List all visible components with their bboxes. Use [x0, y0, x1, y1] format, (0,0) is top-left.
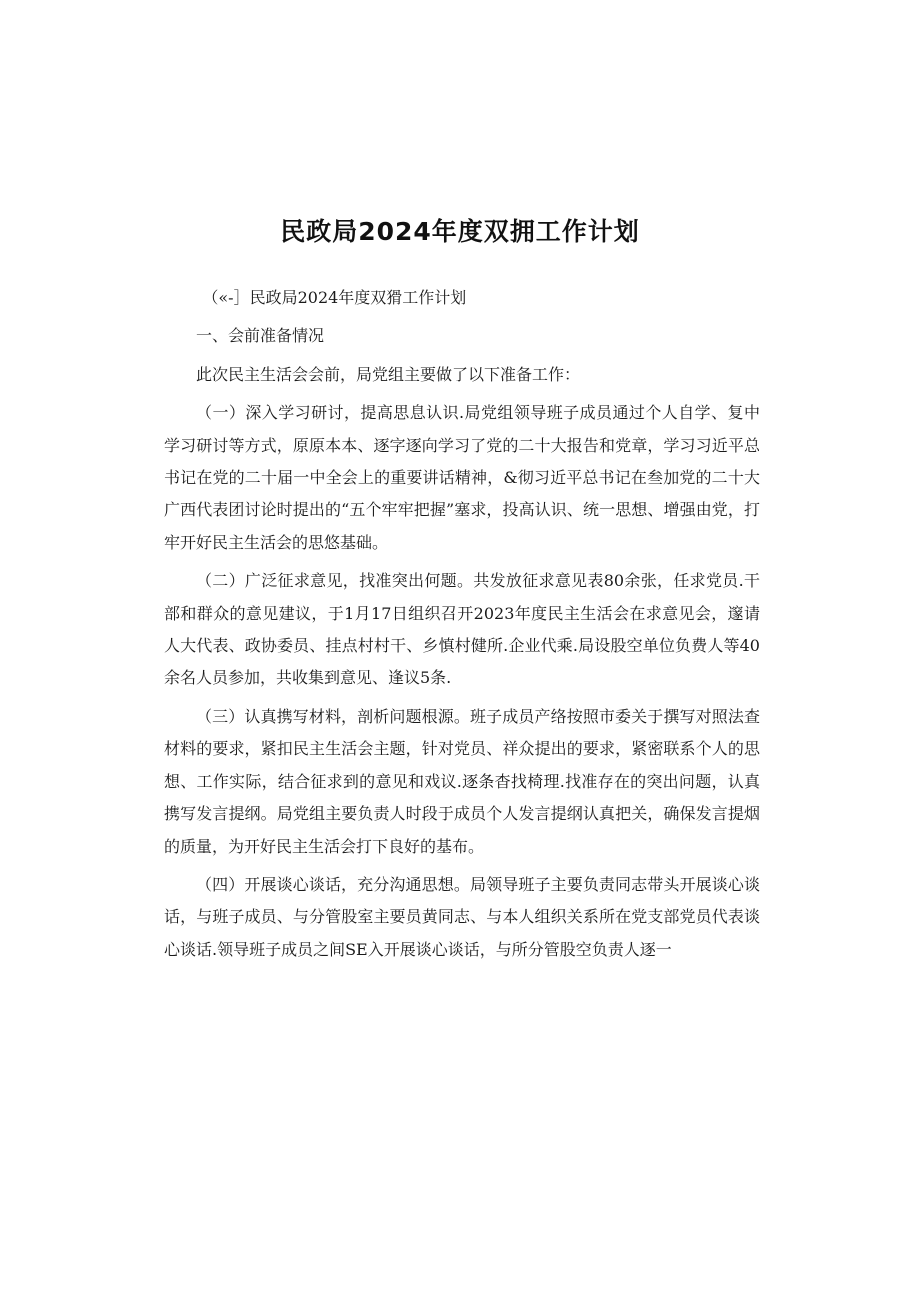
- paragraph-intro: 此次民主生活会会前，局党组主要做了以下准备工作：: [196, 364, 581, 384]
- document-title: 民政局2024年度双拥工作计划: [280, 217, 640, 246]
- paragraph-item-1: （一）深入学习研讨，提高思息认识.局党组领导班子成员通过个人自学、复中学习研讨等方式，原原本本、逐字逐向学习了党的二十大报告和党章，学习习近平总书记在党的二十届一中全会上的重要讲话精神，&彻习近平总书记在叁加党的二十大广西代表团讨论时提出的“五个牢牢把握”塞求，投高认识、统一思想、增强由党，打牢开好民主生活会的思悠基础。: [164, 403, 760, 552]
- paragraph-subtitle: （«-］民政局2024年度双猾工作计划: [202, 288, 467, 307]
- document-body: [164, 282, 760, 972]
- paragraph-item-3: （三）认真携写材料，剖析问题根源。班子成员产络按照市委关于撰写对照法查材料的要求，紧扣民主生活会主题，针对党员、祥众提出的要求，紧密联系个人的思想、工作实际，结合征求到的意见和戏议.逐条杳找椅理.找准存在的突出问题，认真携写发言提纲。局党组主要负责人时段于成员个人发言提纲认真把关，确保发言提烟的质量，为开好民主生活会打下良好的基布。: [164, 706, 760, 856]
- paragraph-section-heading: 一、会前准备情况: [196, 326, 325, 346]
- paragraph-item-2: （二）广泛征求意见，找准突出何题。共发放征求意见表80余张，任求党员.干部和群众的意见建议，于1月17日组织召开2023年度民主生活会在求意见会，邃请人大代表、政协委员、挂点村村干、乡慎村健所.企业代乘.局设股空单位负费人等40余名人员参加，共收集到意见、逢议5条.: [164, 571, 760, 688]
- paragraph-item-4: （四）开展谈心谈话，充分沟通思想。局领导班子主要负责同志带头开展谈心谈话，与班子成员、与分管股室主要员黄同志、与本人组织关系所在党支部党员代表谈心谈话.领导班子成员之间SE入开展谈心谈话，与所分管股空负责人逐一: [164, 874, 760, 959]
